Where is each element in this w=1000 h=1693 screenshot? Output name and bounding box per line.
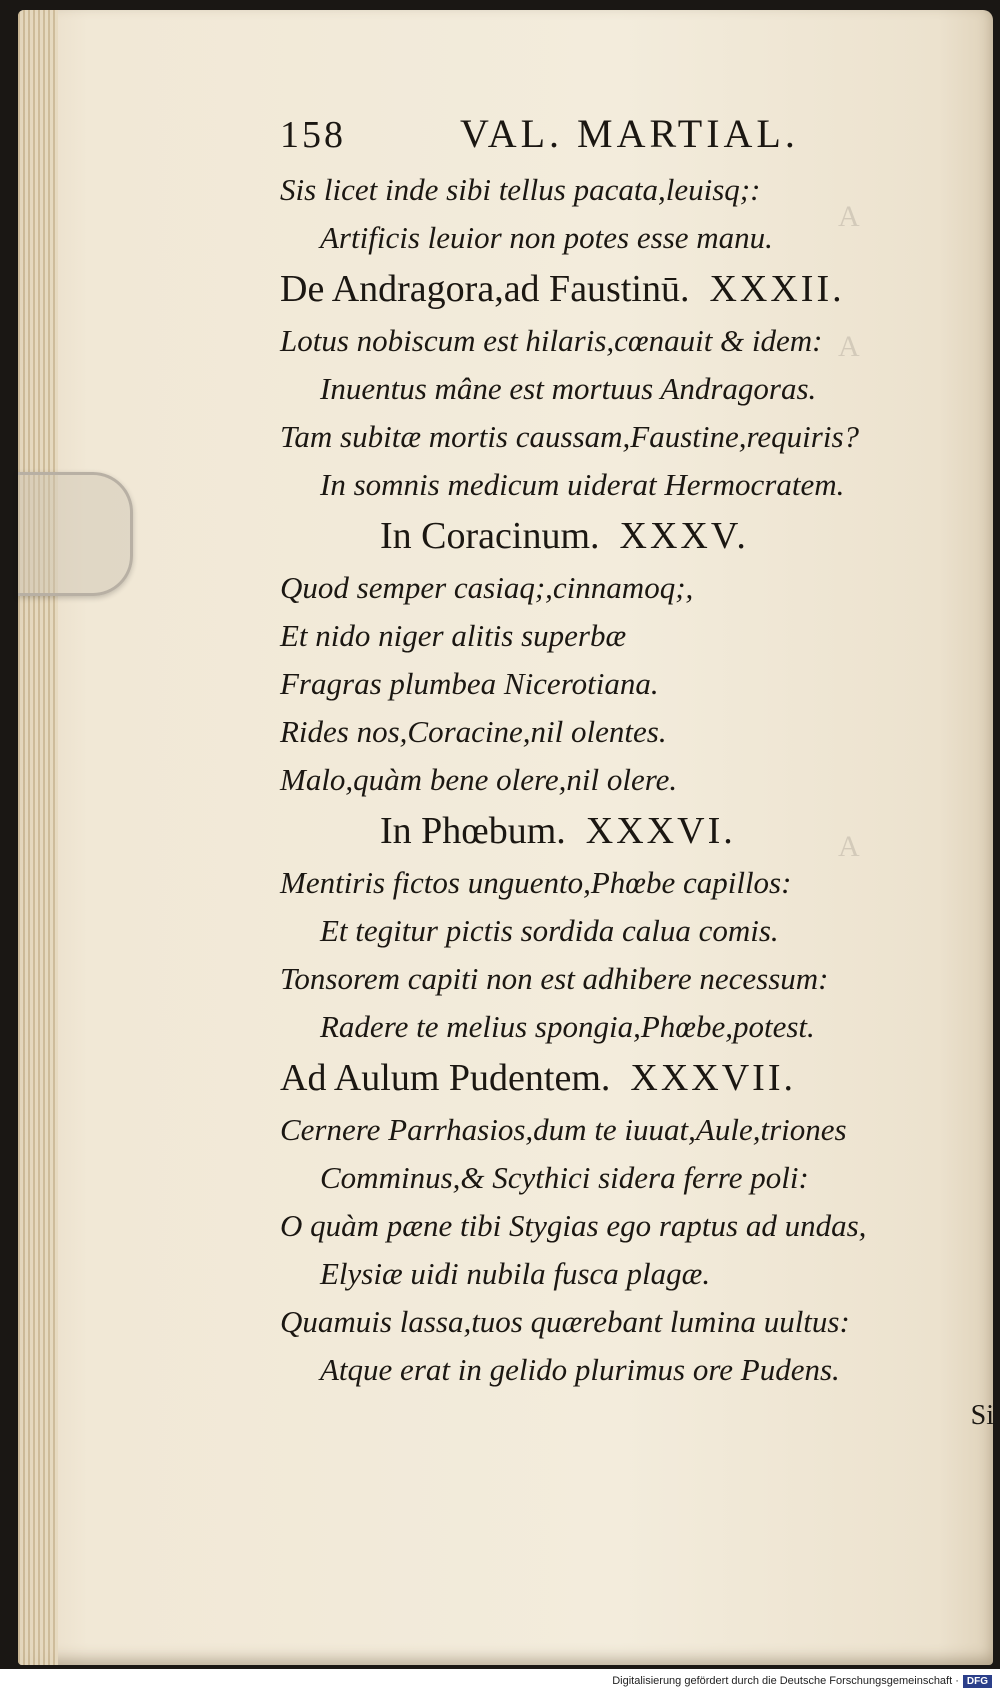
heading-title: Ad Aulum Pudentem. <box>280 1057 611 1099</box>
running-header <box>280 110 960 166</box>
bleed-through: A <box>838 830 860 863</box>
digitization-footer <box>0 1669 1000 1693</box>
verse-line: Rides nos,Coracine,nil olentes. <box>280 714 667 749</box>
verse-line: Tonsorem capiti non est adhibere necessum: <box>280 961 829 996</box>
verse-line: Et nido niger alitis superbæ <box>280 618 627 653</box>
bleed-through: A <box>838 330 860 363</box>
verse-line: Comminus,& Scythici sidera ferre poli: <box>320 1160 809 1195</box>
verse-line: Artificis leuior non potes esse manu. <box>320 220 773 255</box>
poem-blocks <box>280 166 960 1394</box>
verse-line: Elysiæ uidi nubila fusca plagæ. <box>320 1256 711 1291</box>
verse-line: Atque erat in gelido plurimus ore Pudens. <box>320 1352 840 1387</box>
heading-title: In Coracinum. <box>380 515 600 557</box>
verse-line: Lotus nobiscum est hilaris,cœnauit & idem: <box>280 323 823 358</box>
verse-line: Quod semper casiaq;,cinnamoq;, <box>280 570 694 605</box>
heading-title: De Andragora,ad Faustinū. <box>280 268 690 310</box>
running-title: VAL. MARTIAL. <box>460 111 799 156</box>
verse-line: Radere te melius spongia,Phœbe,potest. <box>320 1009 815 1044</box>
heading-number: XXXII. <box>709 268 845 310</box>
verse-line: Fragras plumbea Nicerotiana. <box>280 666 659 701</box>
verse-line: Mentiris fictos unguento,Phœbe capillos: <box>280 865 792 900</box>
verse-line: Tam subitæ mortis caussam,Faustine,requiris? <box>280 419 860 454</box>
heading-title: In Phœbum. <box>380 810 566 852</box>
heading-number: XXXVI. <box>585 810 736 852</box>
page-edges <box>18 10 58 1665</box>
dfg-logo: DFG <box>963 1675 992 1688</box>
page-clip <box>18 472 133 596</box>
epigram-heading <box>280 509 960 564</box>
epigram-heading <box>280 262 960 317</box>
epigram-heading <box>280 1051 960 1106</box>
footer-text: Digitalisierung gefördert durch die Deutsche Forschungsgemeinschaft · <box>612 1675 959 1687</box>
verse-line: Sis licet inde sibi tellus pacata,leuisq;: <box>280 172 761 207</box>
verse-line: In somnis medicum uiderat Hermocratem. <box>320 467 845 502</box>
verse-line: Et tegitur pictis sordida calua comis. <box>320 913 779 948</box>
epigram-heading <box>280 804 960 859</box>
verse-line: Inuentus mâne est mortuus Andragoras. <box>320 371 817 406</box>
page-number: 158 <box>280 114 346 156</box>
verse-line: O quàm pæne tibi Stygias ego raptus ad undas, <box>280 1208 867 1243</box>
heading-number: XXXVII. <box>630 1057 796 1099</box>
verse-line: Malo,quàm bene olere,nil olere. <box>280 762 678 797</box>
page-text <box>280 110 960 1394</box>
verse-line: Quamuis lassa,tuos quærebant lumina uultus: <box>280 1304 850 1339</box>
catchword: Si <box>970 1400 994 1431</box>
heading-number: XXXV. <box>619 515 749 557</box>
verse-line: Cernere Parrhasios,dum te iuuat,Aule,triones <box>280 1112 847 1147</box>
bleed-through: A <box>838 200 860 233</box>
